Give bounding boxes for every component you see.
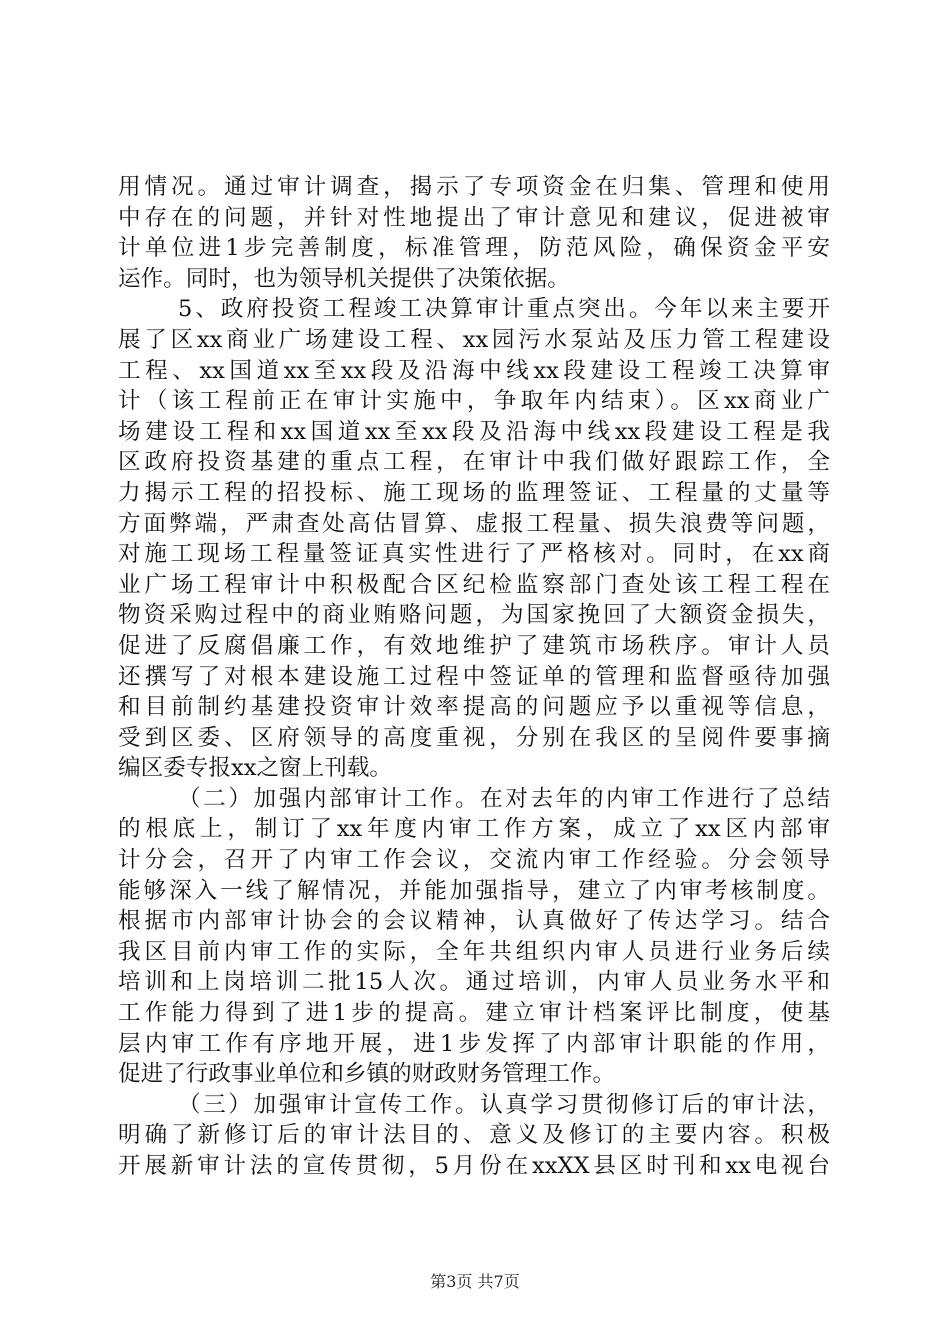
text-line: 对施工现场工程量签证真实性进行了严格核对。同时，在xx商 (118, 541, 830, 568)
text-line: （三）加强审计宣传工作。认真学习贯彻修订后的审计法， (178, 1091, 830, 1118)
text-line: 受到区委、区府领导的高度重视，分别在我区的呈阅件要事摘 (118, 724, 830, 751)
text-line: 力揭示工程的招投标、施工现场的监理签证、工程量的丈量等 (118, 479, 830, 506)
document-body (118, 172, 830, 1182)
text-line: 用情况。通过审计调查，揭示了专项资金在归集、管理和使用 (118, 174, 830, 200)
text-line: 展了区xx商业广场建设工程、xx园污水泵站及压力管工程建设 (118, 326, 830, 353)
text-line: 编区委专报xx之窗上刊载。 (118, 755, 393, 782)
text-line: 工程、xx国道xx至xx段及沿海中线xx段建设工程竣工决算审 (118, 357, 830, 384)
text-line: 促进了行政事业单位和乡镇的财政财务管理工作。 (118, 1061, 616, 1088)
text-line: 培训和上岗培训二批15人次。通过培训，内审人员业务水平和 (118, 969, 830, 996)
text-line: 我区目前内审工作的实际，全年共组织内审人员进行业务后续 (118, 938, 830, 965)
text-line: 运作。同时，也为领导机关提供了决策依据。 (118, 265, 570, 292)
text-line: 层内审工作有序地开展，进1步发挥了内部审计职能的作用， (118, 1030, 830, 1057)
text-line: 明确了新修订后的审计法目的、意义及修订的主要内容。积极 (118, 1122, 830, 1149)
text-line: 能够深入一线了解情况，并能加强指导，建立了内审考核制度。 (118, 877, 830, 904)
text-line: 业广场工程审计中积极配合区纪检监察部门查处该工程工程在 (118, 571, 830, 598)
text-line: 开展新审计法的宣传贯彻，5月份在xxXX县区时刊和xx电视台 (118, 1153, 830, 1179)
text-line: （二）加强内部审计工作。在对去年的内审工作进行了总结 (178, 785, 830, 812)
text-line: 5、政府投资工程竣工决算审计重点突出。今年以来主要开 (178, 296, 830, 323)
text-line: 还撰写了对根本建设施工过程中签证单的管理和监督亟待加强 (118, 663, 830, 690)
text-line: 计分会，召开了内审工作会议，交流内审工作经验。分会领导 (118, 847, 830, 874)
text-line: 方面弊端，严肃查处高估冒算、虚报工程量、损失浪费等问题， (118, 510, 830, 537)
text-line: 工作能力得到了进1步的提高。建立审计档案评比制度，使基 (118, 1000, 830, 1027)
text-line: 的根底上，制订了xx年度内审工作方案，成立了xx区内部审 (118, 816, 830, 843)
text-line: 计单位进1步完善制度，标准管理，防范风险，确保资金平安 (118, 235, 830, 262)
text-line: 区政府投资基建的重点工程，在审计中我们做好跟踪工作，全 (118, 449, 830, 476)
text-line: 和目前制约基建投资审计效率提高的问题应予以重视等信息， (118, 694, 830, 721)
text-line: 场建设工程和xx国道xx至xx段及沿海中线xx段建设工程是我 (118, 418, 830, 445)
text-line: 促进了反腐倡廉工作，有效地维护了建筑市场秩序。审计人员 (118, 632, 830, 659)
page-footer: 第3页 共7页 (430, 1272, 520, 1291)
text-line: 计（该工程前正在审计实施中，争取年内结束）。区xx商业广 (118, 388, 830, 415)
text-line: 根据市内部审计协会的会议精神，认真做好了传达学习。结合 (118, 908, 830, 935)
text-line: 物资采购过程中的商业贿赂问题，为国家挽回了大额资金损失， (118, 602, 830, 629)
text-line: 中存在的问题，并针对性地提出了审计意见和建议，促进被审 (118, 204, 830, 231)
